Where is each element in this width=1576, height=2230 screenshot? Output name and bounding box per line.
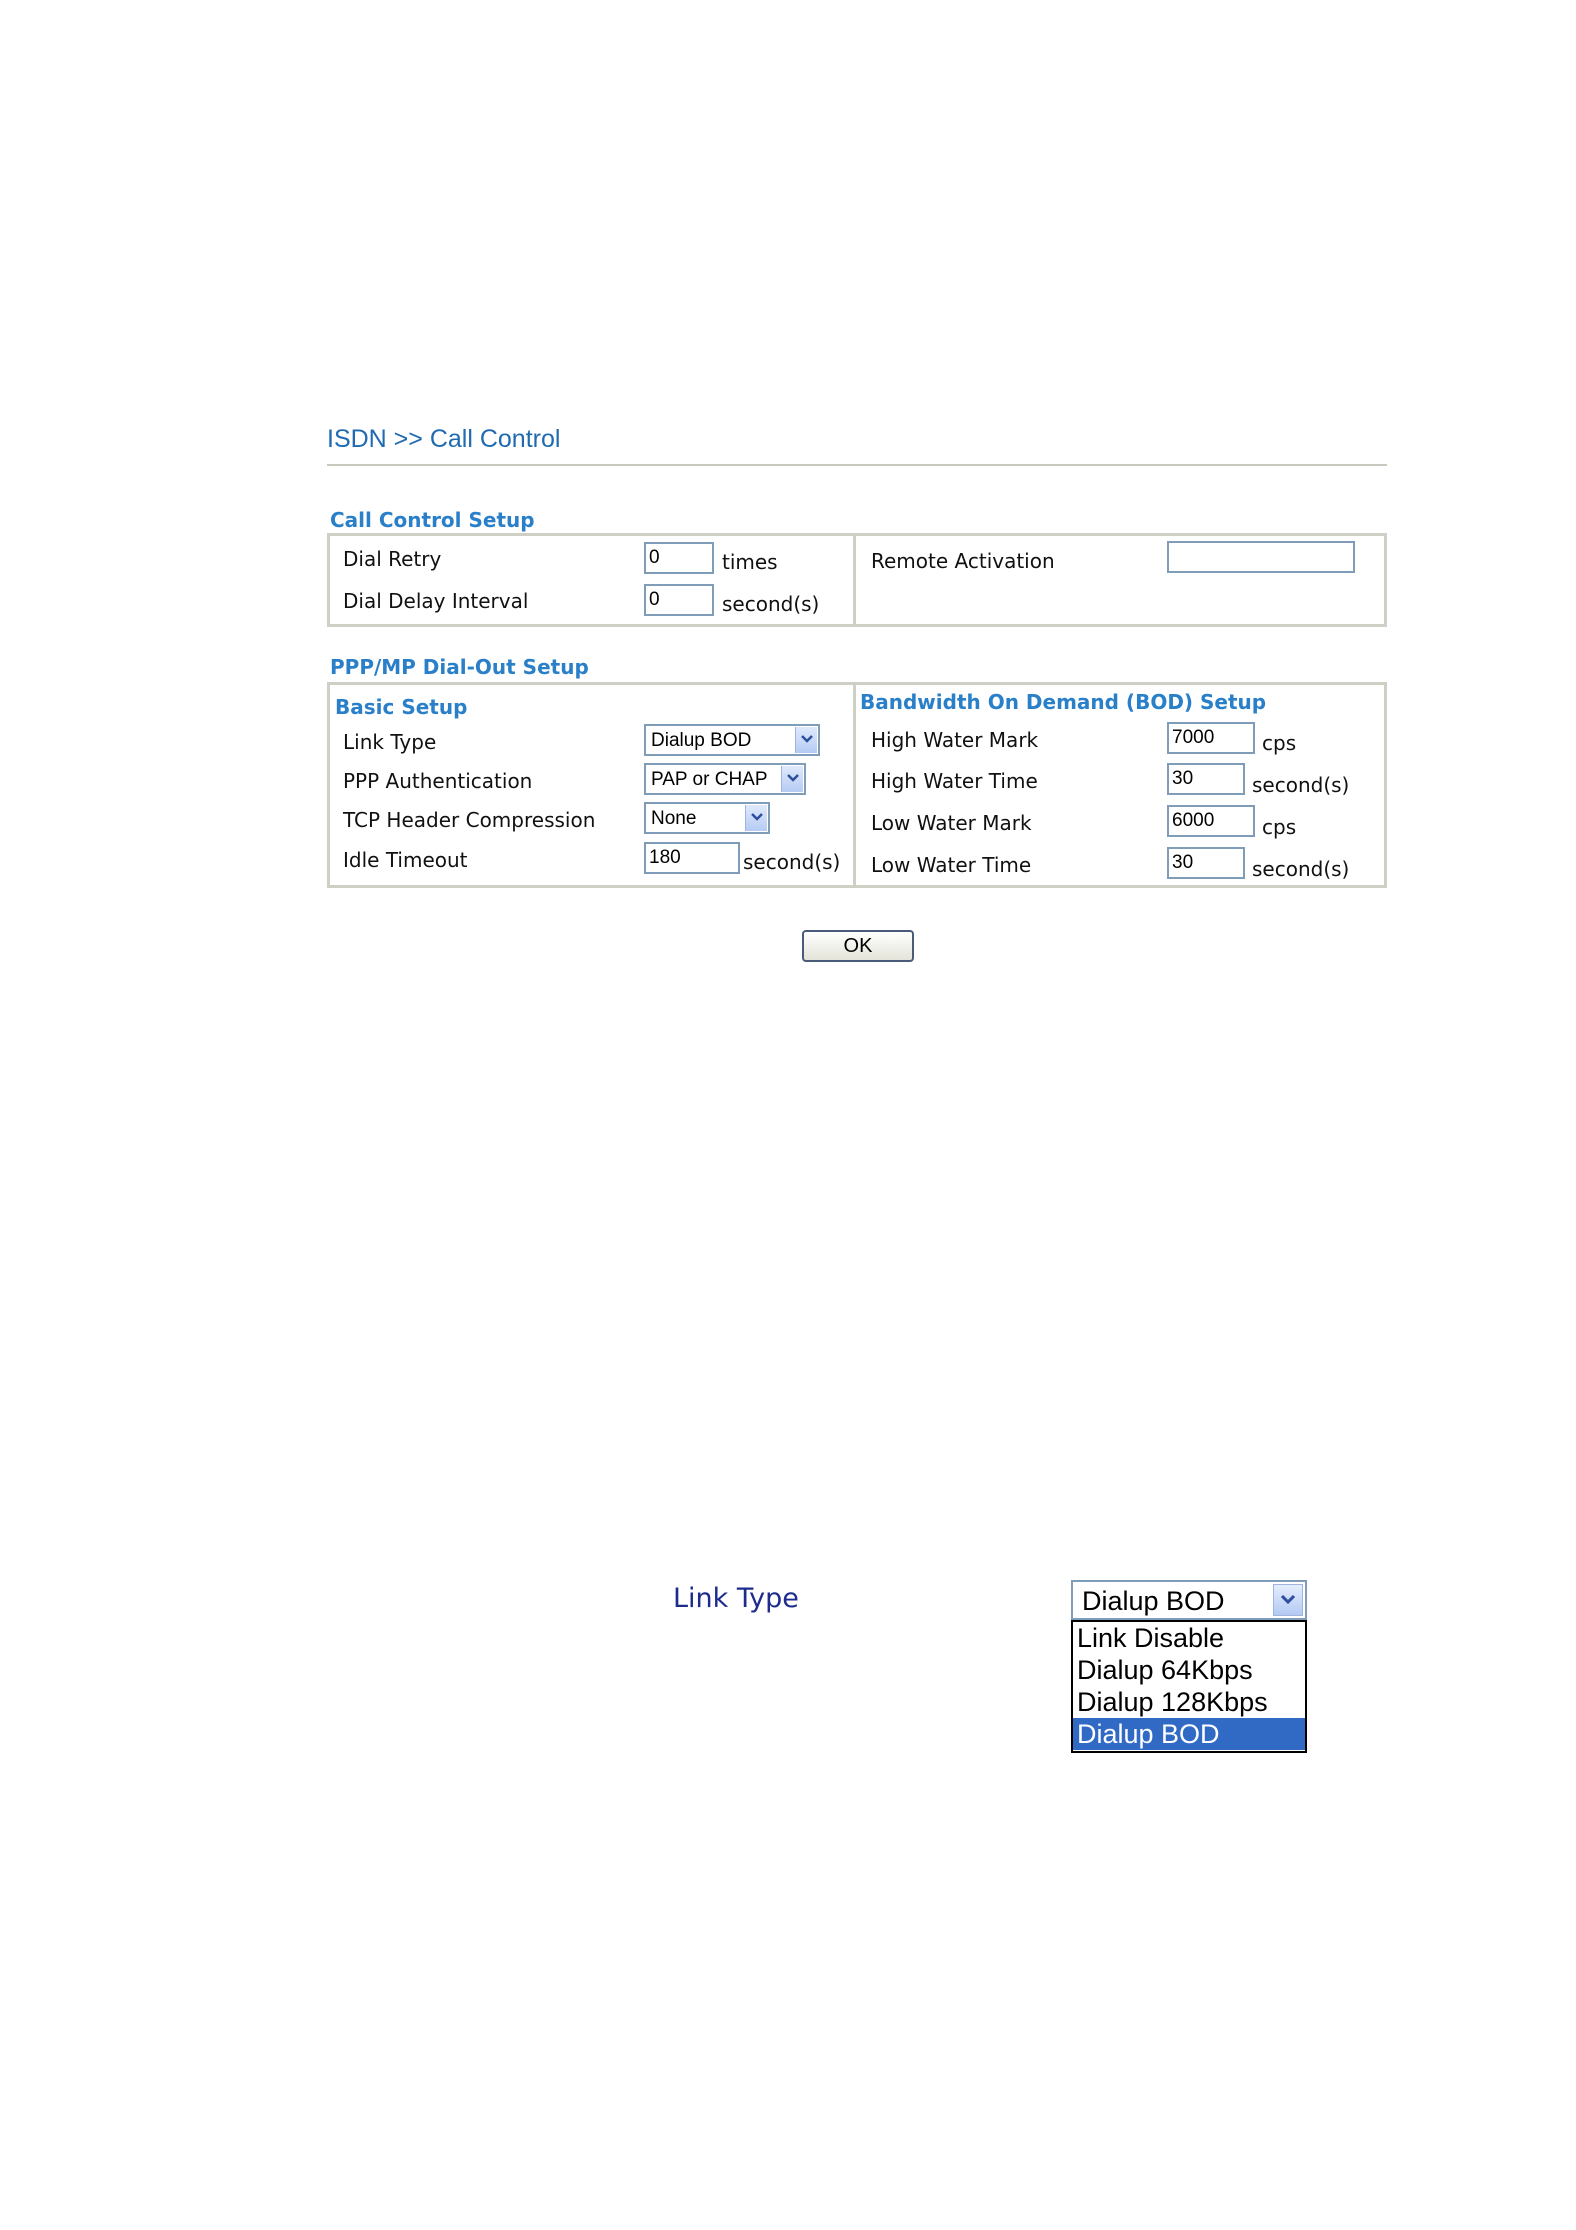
title-divider [327, 464, 1387, 466]
ok-button[interactable]: OK [802, 930, 914, 962]
remote-activation-input[interactable] [1167, 541, 1355, 573]
bod-setup-title: Bandwidth On Demand (BOD) Setup [860, 690, 1267, 714]
low-water-mark-unit: cps [1262, 815, 1297, 839]
dialout-divider [853, 682, 856, 888]
low-water-time-input[interactable]: 30 [1167, 847, 1245, 879]
call-control-section-title: Call Control Setup [330, 508, 535, 532]
link-type-zoom-value: Dialup BOD [1082, 1586, 1225, 1616]
dial-delay-label: Dial Delay Interval [343, 589, 529, 613]
tcp-header-label: TCP Header Compression [343, 808, 596, 832]
link-type-zoom-label: Link Type [673, 1583, 799, 1614]
tcp-header-value: None [651, 808, 697, 829]
link-type-zoom-select[interactable] [1071, 1580, 1307, 1620]
dialout-section-title: PPP/MP Dial-Out Setup [330, 655, 589, 679]
basic-setup-title: Basic Setup [335, 695, 468, 719]
remote-activation-label: Remote Activation [871, 549, 1055, 573]
dial-delay-unit: second(s) [722, 592, 820, 616]
dial-delay-input[interactable]: 0 [644, 584, 714, 616]
high-water-mark-label: High Water Mark [871, 728, 1039, 752]
chevron-down-icon[interactable] [1273, 1584, 1303, 1616]
low-water-time-label: Low Water Time [871, 853, 1032, 877]
option-link-disable[interactable]: Link Disable [1077, 1623, 1225, 1653]
option-dialup-bod[interactable]: Dialup BOD [1073, 1718, 1305, 1750]
link-type-label: Link Type [343, 730, 437, 754]
low-water-time-unit: second(s) [1252, 857, 1350, 881]
chevron-down-icon[interactable] [795, 727, 817, 753]
ppp-auth-select[interactable] [644, 763, 806, 795]
ppp-auth-value: PAP or CHAP [651, 769, 768, 790]
option-dialup-128kbps[interactable]: Dialup 128Kbps [1077, 1687, 1268, 1717]
idle-timeout-unit: second(s) [743, 850, 841, 874]
link-type-select[interactable] [644, 724, 820, 756]
link-type-options-list [1071, 1620, 1307, 1753]
low-water-mark-label: Low Water Mark [871, 811, 1032, 835]
low-water-mark-input[interactable]: 6000 [1167, 805, 1255, 837]
dial-retry-unit: times [722, 550, 778, 574]
high-water-time-unit: second(s) [1252, 773, 1350, 797]
idle-timeout-input[interactable]: 180 [644, 842, 740, 874]
call-control-divider [853, 533, 856, 627]
high-water-mark-unit: cps [1262, 731, 1297, 755]
page-title: ISDN >> Call Control [327, 425, 561, 453]
high-water-mark-input[interactable]: 7000 [1167, 722, 1255, 754]
ppp-auth-label: PPP Authentication [343, 769, 533, 793]
chevron-down-icon[interactable] [745, 805, 767, 831]
chevron-down-icon[interactable] [781, 766, 803, 792]
link-type-value: Dialup BOD [651, 730, 752, 751]
tcp-header-select[interactable] [644, 802, 770, 834]
idle-timeout-label: Idle Timeout [343, 848, 468, 872]
high-water-time-input[interactable]: 30 [1167, 763, 1245, 795]
dial-retry-label: Dial Retry [343, 547, 442, 571]
dial-retry-input[interactable]: 0 [644, 542, 714, 574]
option-dialup-64kbps[interactable]: Dialup 64Kbps [1077, 1655, 1253, 1685]
high-water-time-label: High Water Time [871, 769, 1038, 793]
